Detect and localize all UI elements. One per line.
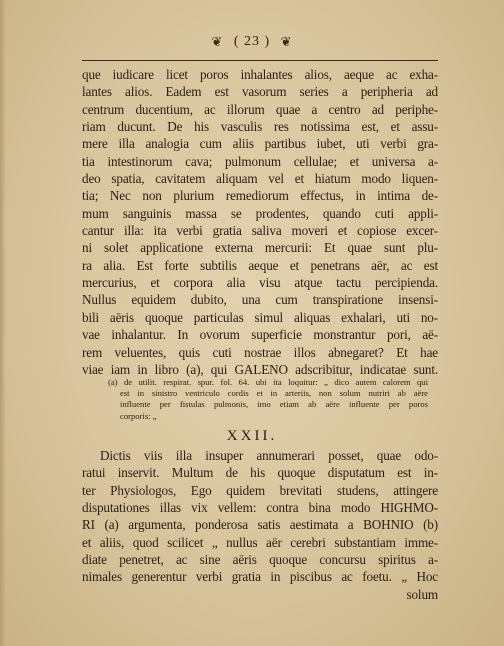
text-line: vae inhalantur. In ovorum superficie monstrantur pori, aë-	[82, 327, 438, 343]
ornament-left-icon: ❦	[211, 34, 224, 49]
footnote-line: est in sinistro ventriculo cordis et in arteriis, non solum nutriri ab aëre	[120, 388, 428, 399]
text-line: centrum ducentium, ac illorum quae a centro ad periphe-	[82, 101, 438, 117]
paragraph-1	[82, 66, 438, 378]
footnote	[108, 377, 428, 422]
text-line: ratui inservit. Multum de his quoque disputatum est in-	[82, 465, 438, 481]
text-line: RI (a) argumenta, ponderosa satis aestimata a BOHNIO (b)	[82, 517, 438, 533]
footnote-line: corporis: „	[120, 410, 157, 421]
page-number: ( 23 )	[233, 34, 271, 49]
footnote-line: influente per fistulas pulmonis, imo etiam ab aëre influente per poros	[120, 399, 428, 410]
text-line: nimales generentur verbi gratia in piscibus ac foetu. „ Hoc	[82, 569, 438, 585]
page-edge-shadow	[0, 0, 6, 646]
text-line: tia intestinorum cava; pulmonum cellulae; et universa a-	[82, 153, 438, 169]
text-line: Dictis viis illa insuper annumerari posset, quae odo-	[100, 448, 438, 463]
text-line: mum sanguinis massa se prodentes, quando cuti appli-	[82, 205, 438, 221]
text-line: viae iam in libro (a), qui GALENO adscribitur, indicatae sunt.	[82, 361, 438, 377]
text-line: tia; Nec non plurium remediorum effectus, in intima de-	[82, 188, 438, 204]
text-line: mere illa analogia cum aliis partibus iubet, uti verbi gra-	[82, 136, 438, 152]
catchword: solum	[406, 586, 438, 602]
footnote-line: (a) de utilit. respirat. spur. fol. 64. ubi ita loquitur: „ dico autem calorem qui	[108, 377, 428, 387]
text-line: Nullus equidem dubito, una cum transpiratione insensi-	[82, 292, 438, 308]
text-line: cantur illa: ita verbi gratia saliva moveri et copiose excer-	[82, 223, 438, 239]
section-heading: XXII.	[226, 428, 278, 444]
text-line: ter Physiologos, Ego quidem brevitati studens, attingere	[82, 482, 438, 498]
text-line: ra alia. Est forte subtilis aeque et penetrans aër, ac est	[82, 257, 438, 273]
text-line: bili aëris quoque particulas simul aliquas exhalari, uti no-	[82, 309, 438, 325]
header-rule	[82, 60, 438, 61]
text-line: disputationes illas vix vellem: contra bina modo HIGHMO-	[82, 500, 438, 516]
text-line: mercurius, et corpora alia visu atque tactu percipienda.	[82, 275, 438, 291]
text-line: lantes alios. Eadem est vasorum series a peripheria ad	[82, 84, 438, 100]
text-line: et aliis, quod scilicet „ nullus aër cerebri substantiam imme-	[82, 534, 438, 550]
page-header	[0, 34, 504, 50]
text-line: rem veluentes, quis cuti nostrae illos abnegaret? Et hae	[82, 344, 438, 360]
text-line: deo spatia, cavitatem aliquam vel et hiatum modo liquen-	[82, 171, 438, 187]
text-line: diate penetret, ac sine aëris quoque concursu spiritus a-	[82, 552, 438, 568]
text-line: ni solet applicatione externa mercurii: Et quae sunt plu-	[82, 240, 438, 256]
text-line: que iudicare licet poros inhalantes alios, aeque ac exha-	[82, 67, 438, 82]
text-line: riam ducunt. De his vasculis res notissima est, et assu-	[82, 119, 438, 135]
ornament-right-icon: ❦	[280, 34, 293, 49]
paragraph-2	[82, 447, 438, 603]
